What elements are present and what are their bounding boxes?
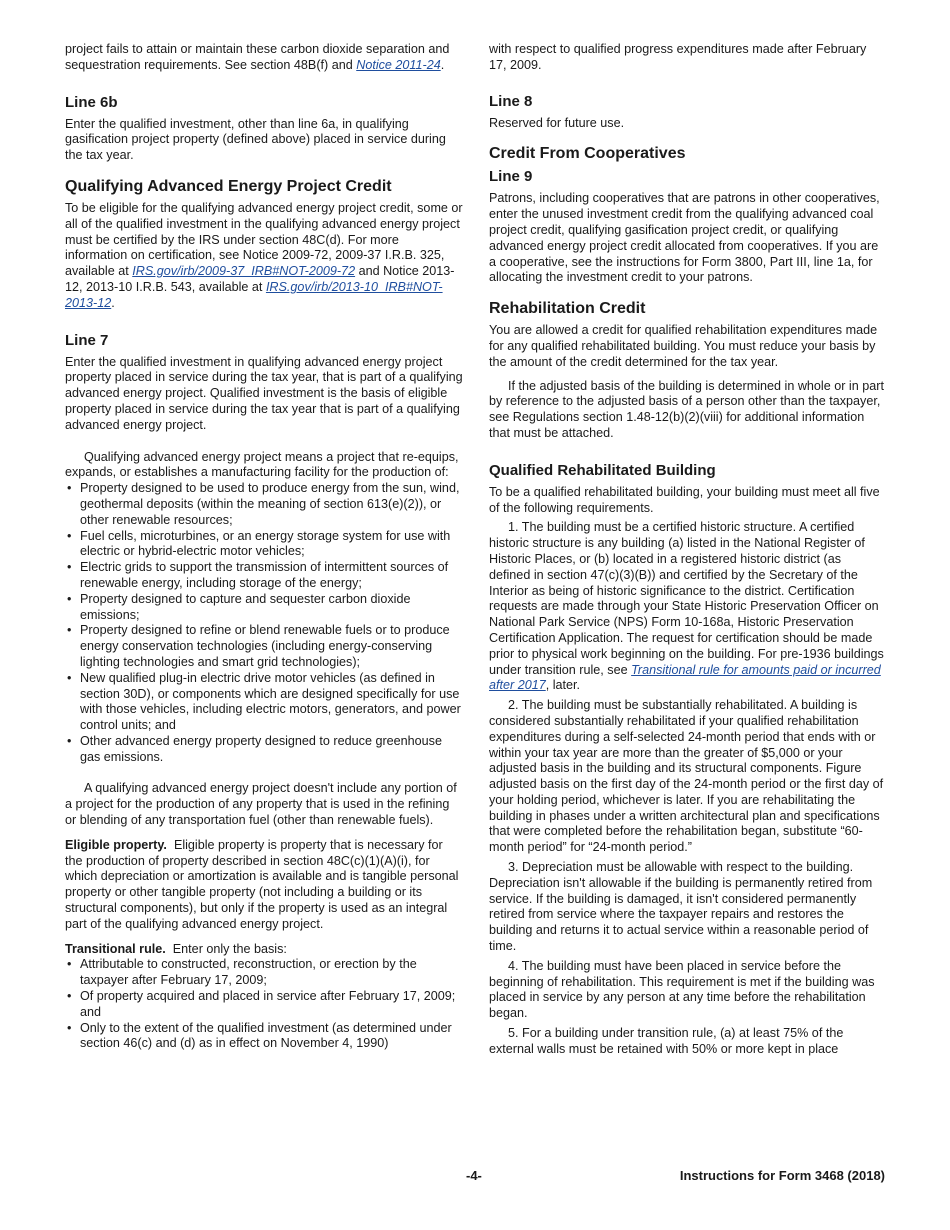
right-column xyxy=(489,42,885,1058)
qaepc-text-2: and Notice 2013-12, 2013-10 I.R.B. 543, available at xyxy=(65,264,455,294)
transitional-rule-heading: Transitional rule. xyxy=(65,941,166,956)
list-item: • Property designed to capture and sequester carbon dioxide emissions; xyxy=(65,592,463,624)
left-column xyxy=(65,42,463,1052)
line-7-text: Enter the qualified investment in qualifying advanced energy project property placed in service during the tax year, that is part of a qualifying advanced energy project. Qualified investment is the basis of eligible property placed in service during the tax year that is part of a qualifying advanced energy project. xyxy=(65,354,463,432)
qrb-intro-text: To be a qualified rehabilitated building, your building must meet all five of the following requirements. xyxy=(489,484,880,515)
rehabilitation-credit-heading: Rehabilitation Credit xyxy=(489,300,646,318)
list-item: • Property designed to be used to produce energy from the sun, wind, geothermal deposits (within the meaning of section 613(e)(2)), or other renewable resources; xyxy=(65,481,463,528)
list-item: • New qualified plug-in electric drive motor vehicles (as defined in section 30D), or components which are designed specifically for use with those vehicles, including electric motors, generators, and power control units; and xyxy=(65,671,463,734)
line-7-heading: Line 7 xyxy=(65,331,109,349)
qaepc-text: To be eligible for the qualifying advanced energy project credit, some or all of the qualified investment in the qualifying advanced energy project must be certified by the IRS under section 48C(d). For more information on certification, see Notice 2009-72, 2009-37 I.R.B. 325, available at xyxy=(65,200,463,279)
requirement-1-end: , later. xyxy=(545,678,581,693)
requirement-5: 5. For a building under transition rule, (a) at least 75% of the external walls must be retained with 50% or more kept in place xyxy=(489,1026,844,1056)
list-item: • Of property acquired and placed in service after February 17, 2009; and xyxy=(65,989,463,1021)
requirement-1-text: 1. The building must be a certified historic structure. A certified historic structure is any building (a) listed in the National Register of Historic Places, or (b) located in a registered historic district (as defined in section 47(c)(3)(B)) and certified by the Secretary of the Interior as being of historic significance to the district. Certification requests are made through your State Historic Preservation Officer on National Park Service (NPS) Form 10-168a, Historic Preservation Certification Application. The request for certification should be made prior to physical work beginning on the building. For pre-1936 buildings under transition rule, see xyxy=(489,520,884,677)
list-item: • Only to the extent of the qualified investment (as determined under section 46(c) and (d) as in effect on November 4, 1990) xyxy=(65,1021,463,1053)
qaepc-text-end: . xyxy=(111,295,115,310)
transitional-rule-text: Enter only the basis: xyxy=(172,941,287,956)
eligible-property-text: Eligible property is property that is necessary for the production of property described in section 48C(c)(1)(A)(i), for which depreciation or amortization is available and is tangible personal property or other tangible property (not including a building or its structural components), but only if the property is used as an integral part of the qualifying advanced energy project. xyxy=(65,837,459,931)
transitional-rule-paragraph xyxy=(65,942,463,958)
eligible-property-paragraph xyxy=(65,838,463,933)
rehabilitation-text-2: If the adjusted basis of the building is determined in whole or in part by reference to the adjusted basis of a person other than the taxpayer, see Regulations section 1.48-12(b)(2)(viii) for additional information that must be attached. xyxy=(489,378,884,440)
progress-expenditures-text: with respect to qualified progress expenditures made after February 17, 2009. xyxy=(489,42,867,72)
line-6b-heading: Line 6b xyxy=(65,93,118,111)
line-9-heading: Line 9 xyxy=(489,168,533,186)
eligible-property-heading: Eligible property. xyxy=(65,837,167,852)
notice-2011-24-link[interactable]: Notice 2011-24 xyxy=(356,57,441,72)
list-item: • Electric grids to support the transmission of intermittent sources of renewable energy, including storage of the energy; xyxy=(65,560,463,592)
line-8-text: Reserved for future use. xyxy=(489,115,625,130)
requirement-3: 3. Depreciation must be allowable with respect to the building. Depreciation isn't allowable if the building is permanently retired from service. If the building is damaged, it isn't considered permanently retired from service where the taxpayer repairs and restores the building and returns it to actual service within a reasonable period of time. xyxy=(489,860,873,954)
qaepc-paragraph xyxy=(65,201,463,312)
requirement-2: 2. The building must be substantially rehabilitated. A building is considered substantially rehabilitated if your qualified rehabilitation expenditures during a self-selected 24-month period that ends with or within your tax year are more than the greater of $5,000 or your adjusted basis in the building and its structural components. Figure adjusted basis on the first day of the 24-month period or the first day of your holding period, whichever is later. If you are rehabilitating the building in phases under a written architectural plan and specifications that were completed before the rehabilitation began, substitute “60-month period” for “24-month period.” xyxy=(489,698,884,855)
line-6b-text: Enter the qualified investment, other than line 6a, in qualifying gasification project property (defined above) placed in service during the tax year. xyxy=(65,116,446,163)
rehabilitation-text-1: You are allowed a credit for qualified rehabilitation expenditures made for any qualified rehabilitated building. You must reduce your basis by the amount of the credit determined for the tax year. xyxy=(489,323,878,369)
irb-2009-37-link[interactable]: IRS.gov/irb/2009-37_IRB#NOT-2009-72 xyxy=(132,264,356,279)
page-number: -4- xyxy=(466,1168,482,1183)
intro-text-end: . xyxy=(440,57,445,72)
cooperatives-heading: Credit From Cooperatives xyxy=(489,145,686,163)
list-item: • Fuel cells, microturbines, or an energy storage system for use with electric or hybrid-electric motor vehicles; xyxy=(65,529,463,561)
qualified-rehabilitated-building-heading: Qualified Rehabilitated Building xyxy=(489,461,716,479)
intro-paragraph xyxy=(65,42,463,74)
document-title: Instructions for Form 3468 (2018) xyxy=(679,1168,885,1183)
qaepc-heading: Qualifying Advanced Energy Project Credit xyxy=(65,177,392,195)
list-item: • Other advanced energy property designed to reduce greenhouse gas emissions. xyxy=(65,734,463,766)
exclusion-text: A qualifying advanced energy project doesn't include any portion of a project for the production of any property that is used in the refining or blending of any transportation fuel (other than renewable fuels). xyxy=(65,781,457,828)
intro-text: project fails to attain or maintain these carbon dioxide separation and sequestration requirements. See section 48B(f) and xyxy=(65,42,450,72)
line-8-heading: Line 8 xyxy=(489,92,533,110)
requirement-4: 4. The building must have been placed in service before the beginning of rehabilitation. This requirement is met if the building was placed in service by any person at any time before the rehabilitation began. xyxy=(489,958,875,1021)
project-means-text: Qualifying advanced energy project means a project that re-equips, expands, or establishes a manufacturing facility for the production of: xyxy=(65,449,459,480)
line-9-text: Patrons, including cooperatives that are patrons in other cooperatives, enter the unused investment credit from the qualifying advanced coal project credit, qualifying gasification project credit, or qualifying advanced energy project credit allocated from cooperatives. If you are a cooperative, see the instructions for Form 3800, Part III, line 1a, for allocating the investment credit to your patrons. xyxy=(489,191,880,285)
irb-2013-10-link[interactable]: IRS.gov/irb/2013-10_IRB#NOT-2013-12 xyxy=(65,279,443,310)
list-item: • Attributable to constructed, reconstruction, or erection by the taxpayer after February 17, 2009; xyxy=(65,957,463,989)
requirement-1 xyxy=(489,520,885,694)
list-item: • Property designed to refine or blend renewable fuels or to produce energy conservation technologies (including energy-conserving lighting technologies and smart grid technologies); xyxy=(65,623,463,670)
transitional-rule-link[interactable]: Transitional rule for amounts paid or incurred after 2017 xyxy=(489,662,881,693)
